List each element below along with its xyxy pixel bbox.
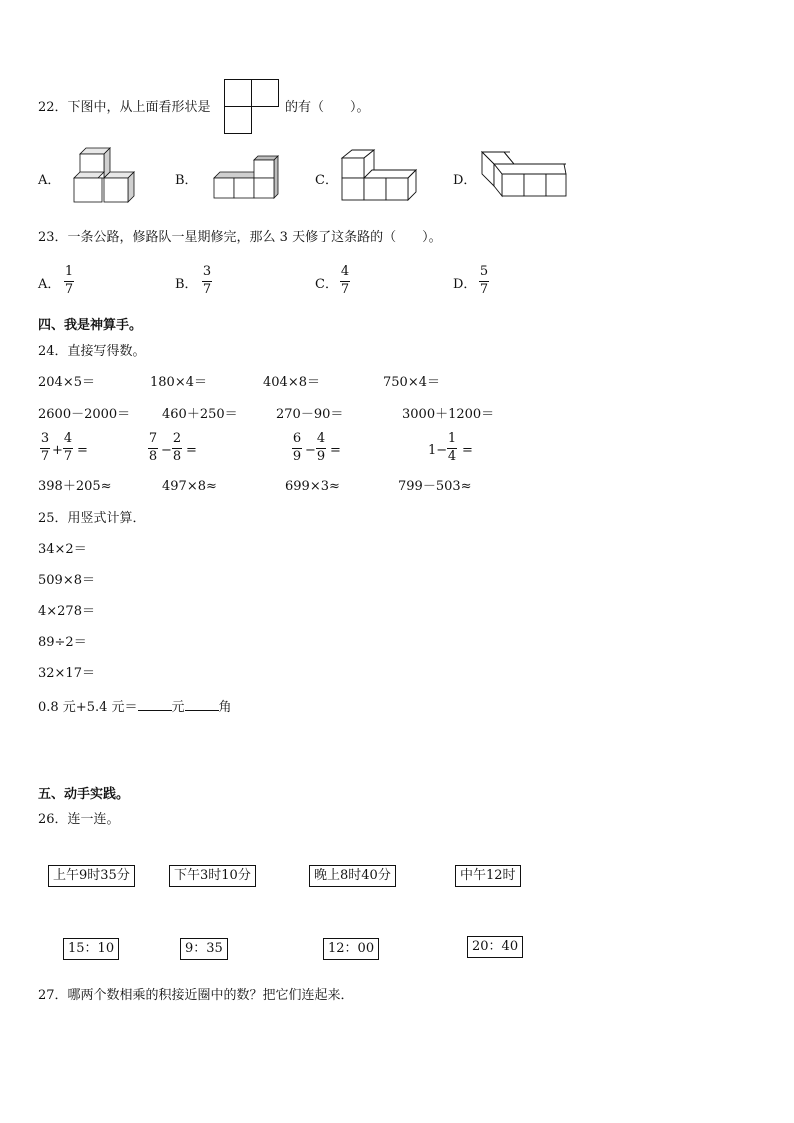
numerator: 3 bbox=[202, 264, 212, 279]
q25-title: 25．用竖式计算． bbox=[38, 511, 146, 526]
q24-r4-c1: 398＋205≈ bbox=[38, 479, 112, 494]
jiao-blank[interactable] bbox=[185, 698, 219, 711]
jiao-unit: 角 bbox=[218, 700, 232, 715]
top-view-shape-icon bbox=[224, 79, 280, 135]
q24-r1-c3: 404×8＝ bbox=[263, 375, 320, 390]
q23-option-a-fraction bbox=[64, 265, 74, 297]
cube-stack-a-icon bbox=[70, 146, 138, 206]
denominator: 7 bbox=[340, 282, 350, 297]
q24-r4-c3: 699×3≈ bbox=[285, 479, 340, 494]
denominator: 7 bbox=[202, 282, 212, 297]
numerator: 5 bbox=[479, 264, 489, 279]
q23-option-a-label[interactable]: A． bbox=[38, 277, 61, 292]
q24-r1-c1: 204×5＝ bbox=[38, 375, 95, 390]
q24-r2-c1: 2600－2000＝ bbox=[38, 407, 131, 422]
q24-r1-c4: 750×4＝ bbox=[383, 375, 440, 390]
section-5-title: 五、动手实践。 bbox=[38, 787, 130, 802]
q24-r4-c2: 497×8≈ bbox=[162, 479, 217, 494]
numerator: 1 bbox=[64, 264, 74, 279]
option-b-label[interactable]: B． bbox=[175, 173, 198, 188]
cube-stack-b-icon bbox=[212, 154, 280, 202]
section-4-title: 四、我是神算手。 bbox=[38, 318, 143, 333]
cube-stack-c-icon bbox=[340, 148, 420, 204]
cube-stack-d-icon bbox=[480, 150, 570, 200]
q22-text bbox=[38, 100, 211, 116]
clock-box-935[interactable]: 9：35 bbox=[180, 938, 228, 960]
q25-money-line bbox=[38, 698, 232, 716]
q25-item-4: 89÷2＝ bbox=[38, 635, 87, 650]
q24-r2-c3: 270－90＝ bbox=[276, 407, 344, 422]
denominator: 7 bbox=[64, 282, 74, 297]
q23-option-b-label[interactable]: B． bbox=[175, 277, 198, 292]
option-d-label[interactable]: D． bbox=[453, 173, 477, 188]
q23-option-c-label[interactable]: C． bbox=[315, 277, 338, 292]
time-box-morning[interactable]: 上午9时35分 bbox=[48, 865, 135, 887]
q25-item-1: 34×2＝ bbox=[38, 542, 87, 557]
numerator: 4 bbox=[340, 264, 350, 279]
money-prefix: 0.8 元+5.4 元＝ bbox=[38, 700, 138, 715]
q23-option-d-fraction bbox=[479, 265, 489, 297]
q23-text: 23．一条公路，修路队一星期修完，那么 3 天修了这条路的（ ）。 bbox=[38, 230, 442, 245]
denominator: 7 bbox=[479, 282, 489, 297]
q24-r1-c2: 180×4＝ bbox=[150, 375, 207, 390]
clock-box-1200[interactable]: 12：00 bbox=[323, 938, 379, 960]
q24-r2-c2: 460＋250＝ bbox=[162, 407, 238, 422]
time-box-afternoon[interactable]: 下午3时10分 bbox=[169, 865, 256, 887]
q24-r2-c4: 3000＋1200＝ bbox=[402, 407, 495, 422]
q23-option-b-fraction bbox=[202, 265, 212, 297]
q27-title: 27．哪两个数相乘的积接近圈中的数？把它们连起来． bbox=[38, 988, 354, 1003]
q24-r4-c4: 799－503≈ bbox=[398, 479, 472, 494]
q26-title: 26．连一连。 bbox=[38, 812, 120, 827]
q23-option-c-fraction bbox=[340, 265, 350, 297]
time-box-noon[interactable]: 中午12时 bbox=[455, 865, 521, 887]
q22-text-before: 下图中，从上面看形状是 bbox=[67, 100, 211, 115]
clock-box-1510[interactable]: 15：10 bbox=[63, 938, 119, 960]
q25-item-5: 32×17＝ bbox=[38, 666, 95, 681]
q24-title: 24．直接写得数。 bbox=[38, 344, 146, 359]
option-c-label[interactable]: C． bbox=[315, 173, 338, 188]
q25-item-3: 4×278＝ bbox=[38, 604, 95, 619]
yuan-blank[interactable] bbox=[138, 698, 172, 711]
q23-option-d-label[interactable]: D． bbox=[453, 277, 477, 292]
q22-text-after: 的有（ ）。 bbox=[285, 100, 370, 115]
clock-box-2040[interactable]: 20：40 bbox=[467, 936, 523, 958]
yuan-unit: 元 bbox=[171, 700, 185, 715]
q25-item-2: 509×8＝ bbox=[38, 573, 95, 588]
time-box-evening[interactable]: 晚上8时40分 bbox=[309, 865, 396, 887]
q22-number: 22． bbox=[38, 100, 68, 115]
option-a-label[interactable]: A． bbox=[38, 173, 61, 188]
